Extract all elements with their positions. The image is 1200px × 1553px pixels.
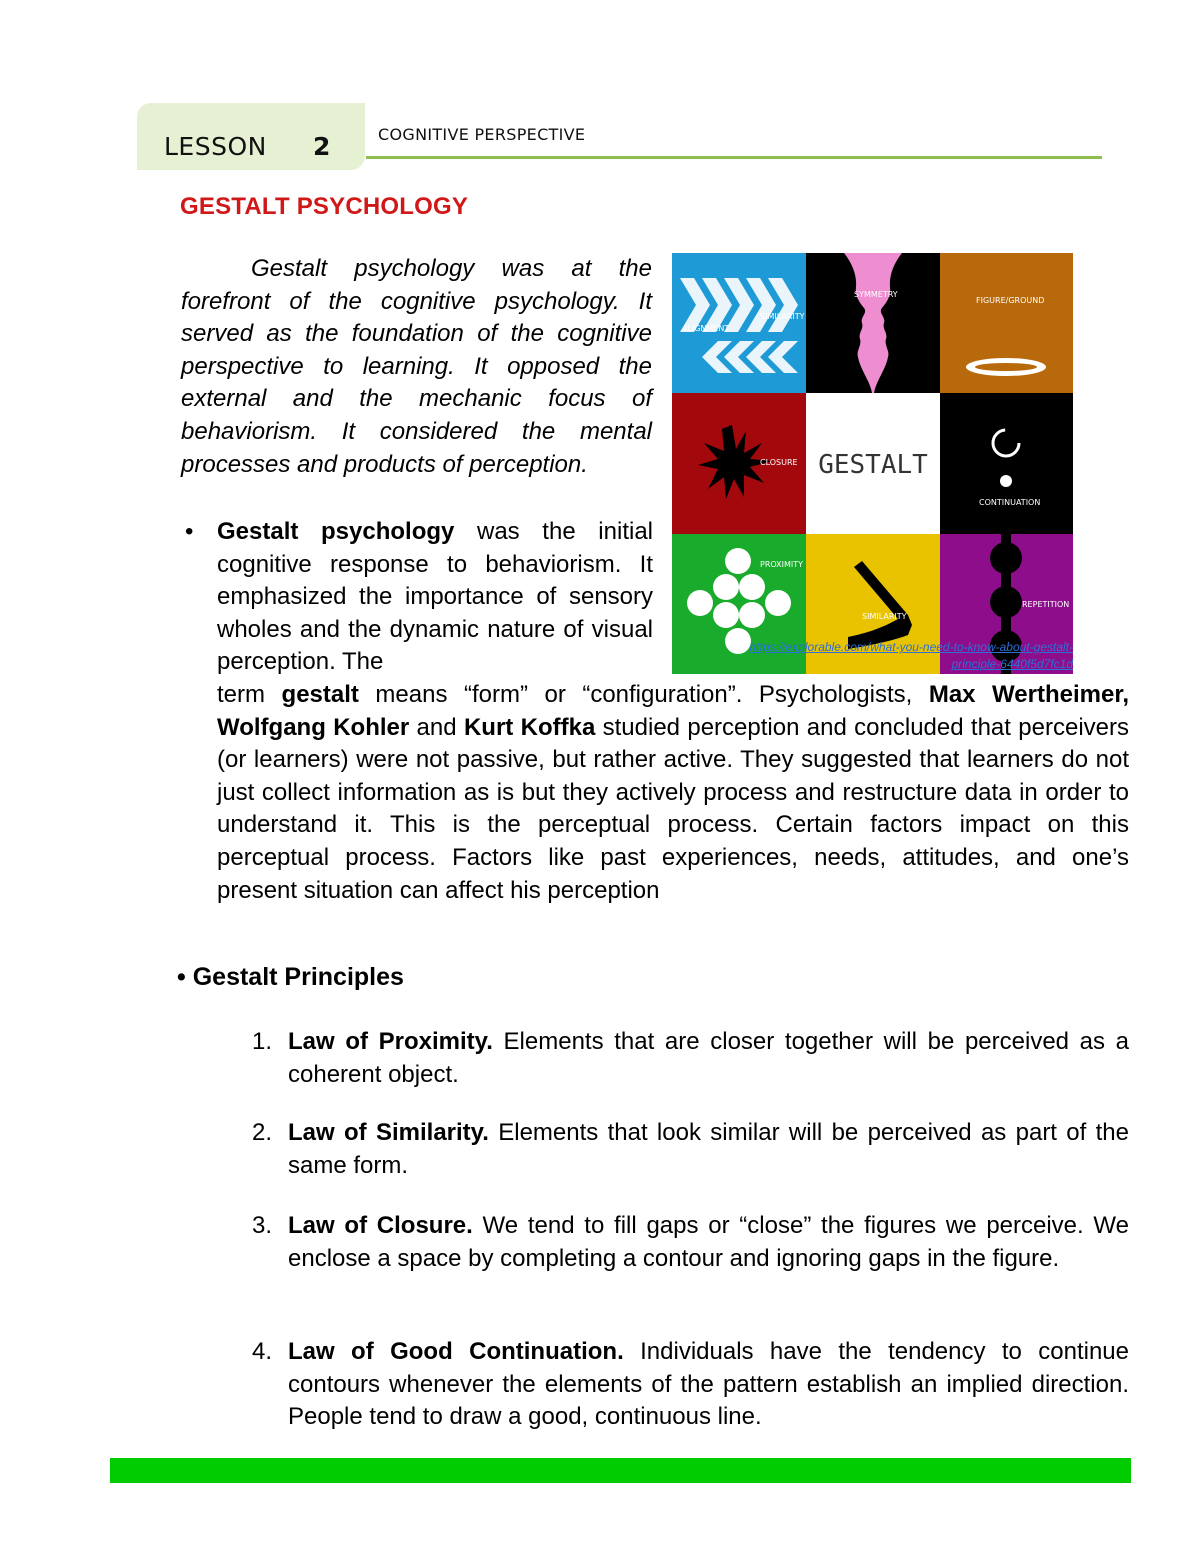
law-title: Law of Proximity. <box>288 1028 493 1055</box>
bullet1-lead: Gestalt psychology <box>217 518 455 545</box>
figure-label-repetition: REPETITION <box>1022 600 1070 609</box>
law-text: Elements that are closer together will be perceived as a coherent object. <box>288 1028 1130 1088</box>
section-title: GESTALT PSYCHOLOGY <box>180 193 469 220</box>
bullet1-names1: Max Wertheimer, Wolfgang Kohler <box>217 680 1129 741</box>
bullet1-and: and <box>409 713 464 741</box>
footer-bar <box>110 1458 1131 1483</box>
figure-label-proximity: PROXIMITY <box>760 560 804 569</box>
figure-label-figure-ground: FIGURE/GROUND <box>976 296 1045 305</box>
bullet-dot: • <box>177 963 186 991</box>
law-number: 4. <box>252 1338 273 1365</box>
law-item <box>252 1336 1129 1434</box>
bullet1-text4: studied perception and concluded that perceivers (or learners) were not passive, but rather active. They suggested that learners do not just collect information as is but they actively process and restructure data in order to understand it. This is the perceptual process. Certain factors impact on this perceptual process. Factors like past experiences, needs, attitudes, and one’s present situation can affect his perception <box>217 713 1129 904</box>
lesson-tab <box>137 103 365 170</box>
law-title: Law of Closure. <box>288 1212 473 1239</box>
bullet1-names2: Kurt Koffka <box>463 713 596 741</box>
law-item <box>252 1117 1129 1182</box>
law-text: Elements that look similar will be perceived as part of the same form. <box>288 1119 1129 1179</box>
header-title: COGNITIVE PERSPECTIVE <box>378 125 586 144</box>
header-rule <box>366 156 1102 159</box>
law-title: Law of Good Continuation. <box>288 1338 624 1365</box>
intro-paragraph: Gestalt psychology was at the forefront of the cognitive psychology. It served as the foundation of the cognitive perspective to learning. It opposed the external and the mechanic focus of behaviorism. It considered the mental processes and products of perception. <box>181 255 652 478</box>
law-title: Law of Similarity. <box>288 1119 489 1146</box>
bullet-dot: • <box>185 518 194 545</box>
bullet1-gestalt-term: gestalt <box>281 680 359 708</box>
lesson-number: 2 <box>313 132 331 161</box>
law-text: Individuals have the tendency to continue contours whenever the elements of the pattern establish an implied direction. People tend to draw a good, continuous line. <box>288 1338 1129 1431</box>
bullet-gestalt-principles <box>177 963 404 992</box>
figure-label-similarity-top: SIMILARITY <box>760 312 805 321</box>
law-number: 1. <box>252 1028 273 1055</box>
bullet1-text3: means “form” or “configuration”. Psychologists, <box>358 680 929 708</box>
bullet1-wide-text <box>217 679 1129 907</box>
figure-credit-link[interactable]: https://explorable.com/what-you-need-to-know-about-gestalt-principle-6440f5d7fc1d <box>749 640 1073 671</box>
figure-label-closure: CLOSURE <box>760 458 798 467</box>
figure-label-alignment: ALIGNMENT <box>682 324 730 333</box>
figure-label-symmetry: SYMMETRY <box>854 290 898 299</box>
bullet1-text1: was the initial cognitive response to behaviorism. It emphasized the importance of sensory wholes and the dynamic nature of visual perception. The <box>217 518 653 676</box>
figure-label-continuation: CONTINUATION <box>979 498 1041 507</box>
principles-heading: Gestalt Principles <box>192 963 404 991</box>
lesson-label: LESSON <box>164 132 267 161</box>
law-item <box>252 1210 1129 1275</box>
tile-continuation <box>940 393 1073 534</box>
law-text: We tend to fill gaps or “close” the figures we perceive. We enclose a space by completing a contour and ignoring gaps in the figure. <box>288 1212 1129 1272</box>
figure-label-similarity-bottom: SIMILARITY <box>862 612 907 621</box>
law-item <box>252 1026 1130 1091</box>
bullet1-text2: term <box>217 680 282 708</box>
law-number: 2. <box>252 1119 273 1146</box>
bullet-gestalt-psychology <box>185 516 1129 907</box>
bullet1-narrow-text <box>217 516 653 679</box>
law-number: 3. <box>252 1212 273 1239</box>
figure-center-label: GESTALT <box>818 450 928 480</box>
